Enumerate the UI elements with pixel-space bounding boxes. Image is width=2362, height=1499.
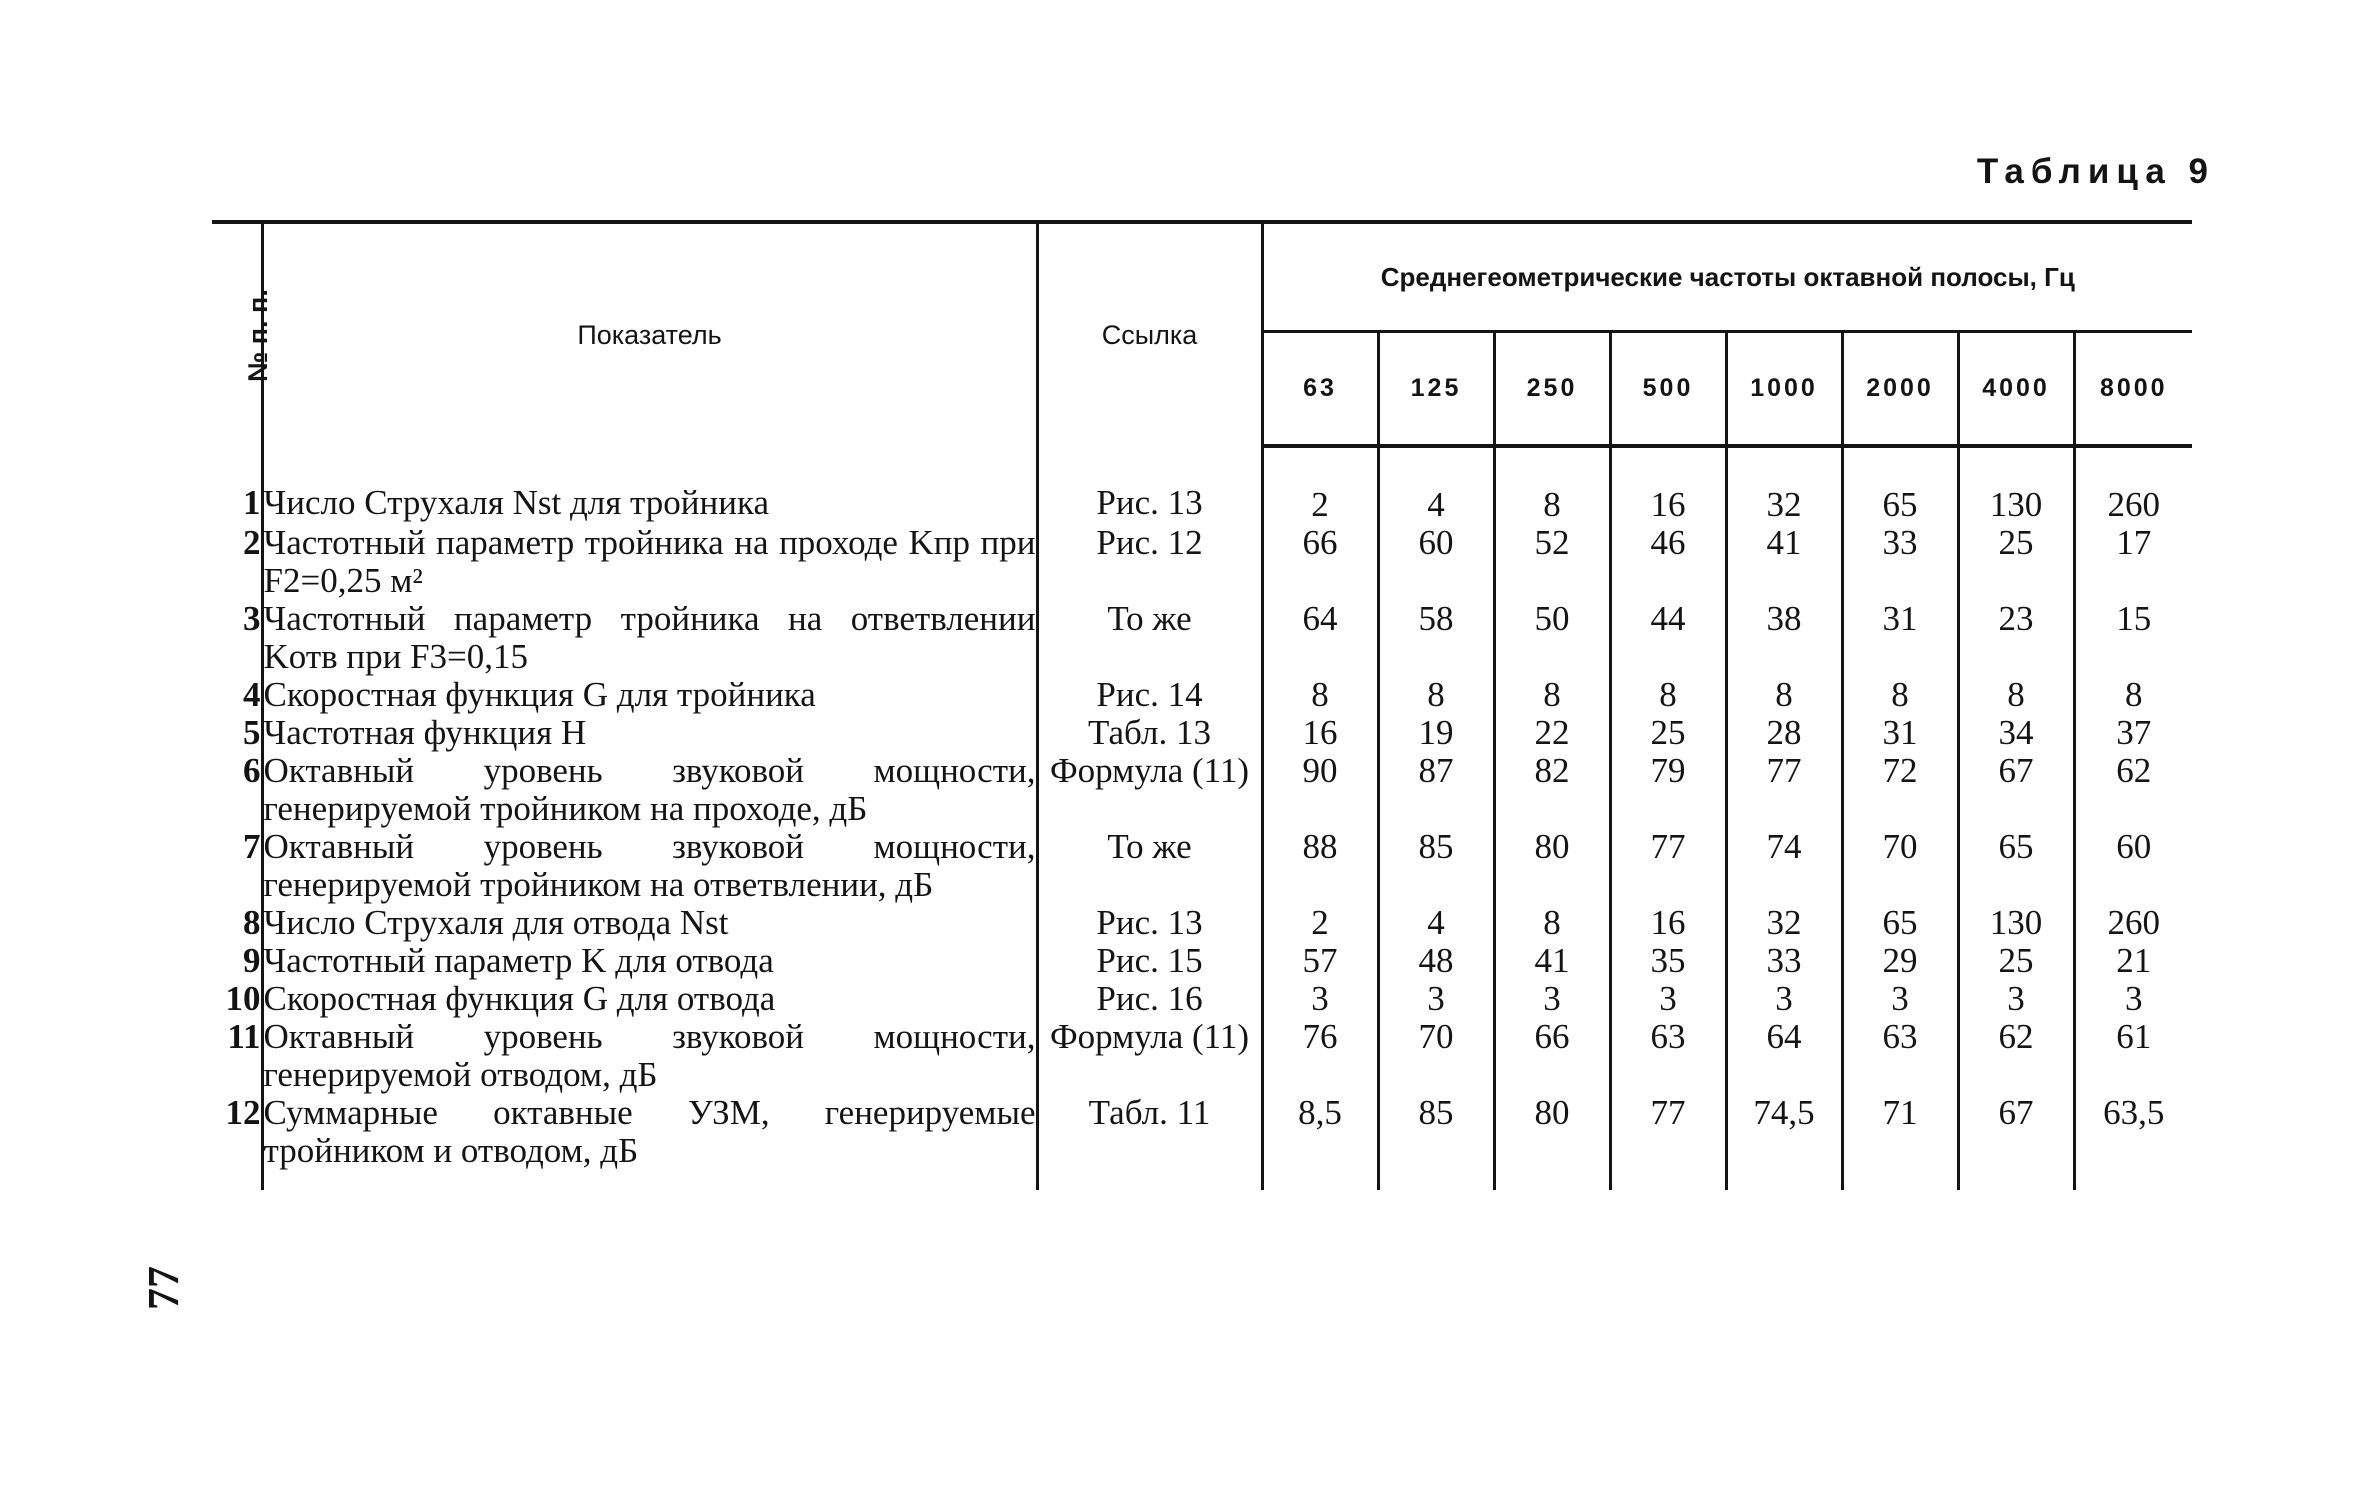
data-table (212, 220, 2192, 1190)
table-body (212, 446, 2192, 1190)
row-value: 130 (1958, 446, 2074, 524)
row-value: 3 (1311, 979, 1329, 1018)
row-reference: Формула (11) (1037, 752, 1262, 828)
row-value: 63 (1842, 1018, 1958, 1094)
row-value: 67 (1958, 1094, 2074, 1190)
row-value: 3 (1378, 980, 1494, 1018)
row-value: 77 (1610, 1094, 1726, 1190)
header-frequency-group: Среднегеометрические частоты октавной полосы, Гц (1262, 222, 2192, 332)
table-row (212, 980, 2192, 1018)
table-row (212, 1018, 2192, 1094)
row-number: 3 (212, 600, 262, 676)
row-value: 82 (1494, 752, 1610, 828)
table-row (212, 752, 2192, 828)
row-value: 33 (1726, 942, 1842, 980)
row-value: 62 (1958, 1018, 2074, 1094)
row-value: 25 (1610, 714, 1726, 752)
row-value: 41 (1494, 942, 1610, 980)
row-value: 70 (1842, 828, 1958, 904)
row-value: 8 (2074, 676, 2192, 714)
row-value: 44 (1610, 600, 1726, 676)
row-reference: Формула (11) (1037, 1018, 1262, 1094)
table-row (212, 524, 2192, 600)
header-num-label: № п. п. (242, 288, 273, 382)
row-value: 63,5 (2074, 1094, 2192, 1190)
row-value: 8 (1311, 675, 1329, 714)
row-reference: То же (1037, 600, 1262, 676)
row-number: 2 (212, 524, 262, 600)
row-number: 8 (212, 904, 262, 942)
header-frequency: 250 (1494, 332, 1610, 446)
row-value: 32 (1726, 904, 1842, 942)
row-reference: Рис. 12 (1037, 524, 1262, 600)
row-value: 85 (1378, 828, 1494, 904)
row-value: 76 (1302, 1017, 1338, 1056)
row-value: 65 (1958, 828, 2074, 904)
row-value: 77 (1726, 752, 1842, 828)
table-row (212, 942, 2192, 980)
row-value: 3 (1726, 980, 1842, 1018)
row-number: 11 (212, 1018, 262, 1094)
header-frequency: 125 (1378, 332, 1494, 446)
row-number: 12 (212, 1094, 262, 1190)
page-number: 77 (139, 1266, 188, 1310)
table-row (212, 828, 2192, 904)
row-value: 8,5 (1298, 1093, 1342, 1132)
row-value: 70 (1378, 1018, 1494, 1094)
row-number: 9 (212, 942, 262, 980)
row-number: 7 (212, 828, 262, 904)
header-frequency: 1000 (1726, 332, 1842, 446)
row-value: 50 (1494, 600, 1610, 676)
row-indicator: Октавный уровень звуковой мощности, генерируемой тройником на ответвлении, дБ (263, 827, 1036, 904)
row-value: 71 (1842, 1094, 1958, 1190)
row-value: 8 (1958, 676, 2074, 714)
row-value: 8 (1378, 676, 1494, 714)
row-value: 77 (1610, 828, 1726, 904)
row-value: 25 (1958, 942, 2074, 980)
row-value: 60 (2074, 828, 2192, 904)
row-value: 31 (1842, 600, 1958, 676)
row-value: 74 (1726, 828, 1842, 904)
row-value: 66 (1494, 1018, 1610, 1094)
row-value: 48 (1378, 942, 1494, 980)
row-value: 79 (1610, 752, 1726, 828)
row-value: 3 (1958, 980, 2074, 1018)
row-value: 3 (1494, 980, 1610, 1018)
row-indicator: Частотный параметр тройника на ответвлении Kотв при F3=0,15 (263, 599, 1036, 676)
row-value: 66 (1302, 523, 1338, 562)
row-value: 8 (1494, 676, 1610, 714)
row-value: 64 (1302, 599, 1338, 638)
row-value: 38 (1726, 600, 1842, 676)
row-indicator: Число Струхаля Nst для тройника (262, 446, 1037, 524)
row-value: 260 (2074, 904, 2192, 942)
row-value: 2 (1311, 903, 1329, 942)
row-value: 32 (1726, 446, 1842, 524)
table-row (212, 904, 2192, 942)
row-value: 87 (1378, 752, 1494, 828)
row-value: 23 (1958, 600, 2074, 676)
row-value: 65 (1842, 446, 1958, 524)
row-reference: Табл. 11 (1037, 1094, 1262, 1190)
row-reference: То же (1037, 828, 1262, 904)
row-value: 85 (1378, 1094, 1494, 1190)
row-reference: Рис. 15 (1037, 942, 1262, 980)
row-reference: Рис. 13 (1037, 446, 1262, 524)
row-value: 52 (1494, 524, 1610, 600)
row-value: 67 (1958, 752, 2074, 828)
row-value: 72 (1842, 752, 1958, 828)
row-number: 6 (212, 752, 262, 828)
row-value: 65 (1842, 904, 1958, 942)
row-value: 260 (2074, 446, 2192, 524)
table-row (212, 714, 2192, 752)
table-row (212, 446, 2192, 524)
row-value: 41 (1726, 524, 1842, 600)
row-value: 33 (1842, 524, 1958, 600)
row-indicator: Октавный уровень звуковой мощности, генерируемой тройником на проходе, дБ (263, 751, 1036, 828)
row-value: 31 (1842, 714, 1958, 752)
row-value: 28 (1726, 714, 1842, 752)
row-value: 80 (1494, 828, 1610, 904)
row-value: 8 (1610, 676, 1726, 714)
row-value: 3 (1842, 980, 1958, 1018)
row-value: 21 (2074, 942, 2192, 980)
row-value: 19 (1378, 714, 1494, 752)
row-value: 80 (1494, 1094, 1610, 1190)
row-value: 17 (2074, 524, 2192, 600)
row-number: 4 (212, 676, 262, 714)
row-value: 2 (1311, 485, 1329, 524)
row-value: 62 (2074, 752, 2192, 828)
row-value: 34 (1958, 714, 2074, 752)
row-indicator: Частотный параметр K для отвода (262, 942, 1037, 980)
row-reference: Табл. 13 (1037, 714, 1262, 752)
row-value: 3 (1610, 980, 1726, 1018)
row-value: 37 (2074, 714, 2192, 752)
header-frequency: 500 (1610, 332, 1726, 446)
row-value: 3 (2074, 980, 2192, 1018)
header-reference: Ссылка (1037, 222, 1262, 446)
row-value: 88 (1302, 827, 1338, 866)
row-number: 10 (212, 980, 262, 1018)
table-row (212, 1094, 2192, 1190)
row-reference: Рис. 16 (1037, 980, 1262, 1018)
row-number: 5 (212, 714, 262, 752)
row-value: 63 (1610, 1018, 1726, 1094)
table-caption: Таблица 9 (1976, 152, 2215, 191)
header-num (212, 222, 273, 446)
row-value: 4 (1378, 904, 1494, 942)
row-value: 35 (1610, 942, 1726, 980)
row-number: 1 (212, 446, 262, 524)
row-value: 60 (1378, 524, 1494, 600)
row-indicator: Частотная функция H (262, 714, 1037, 752)
row-value: 58 (1378, 600, 1494, 676)
row-value: 64 (1726, 1018, 1842, 1094)
row-value: 46 (1610, 524, 1726, 600)
header-frequency: 8000 (2074, 332, 2192, 446)
row-value: 15 (2074, 600, 2192, 676)
row-value: 8 (1842, 676, 1958, 714)
row-value: 4 (1378, 446, 1494, 524)
row-indicator: Суммарные октавные УЗМ, генерируемые тройником и отводом, дБ (262, 1094, 1037, 1190)
row-indicator: Скоростная функция G для тройника (262, 676, 1037, 714)
row-value: 74,5 (1726, 1094, 1842, 1190)
header-indicator: Показатель (262, 222, 1037, 446)
row-indicator: Скоростная функция G для отвода (262, 980, 1037, 1018)
row-reference: Рис. 14 (1037, 676, 1262, 714)
row-value: 8 (1494, 446, 1610, 524)
row-value: 16 (1610, 446, 1726, 524)
row-indicator: Число Струхаля для отвода Nst (262, 904, 1037, 942)
row-value: 57 (1302, 941, 1338, 980)
row-value: 8 (1494, 904, 1610, 942)
header-frequency: 63 (1262, 332, 1378, 446)
row-value: 25 (1958, 524, 2074, 600)
header-frequency: 4000 (1958, 332, 2074, 446)
row-indicator: Октавный уровень звуковой мощности, генерируемой отводом, дБ (263, 1017, 1036, 1094)
row-value: 16 (1302, 713, 1338, 752)
header-frequency: 2000 (1842, 332, 1958, 446)
row-reference: Рис. 13 (1037, 904, 1262, 942)
table-row (212, 676, 2192, 714)
row-value: 130 (1958, 904, 2074, 942)
row-value: 22 (1494, 714, 1610, 752)
row-value: 8 (1726, 676, 1842, 714)
table-row (212, 600, 2192, 676)
row-indicator: Частотный параметр тройника на проходе Kпр при F2=0,25 м² (263, 523, 1036, 600)
row-value: 16 (1610, 904, 1726, 942)
row-value: 61 (2074, 1018, 2192, 1094)
row-value: 90 (1302, 751, 1338, 790)
row-value: 29 (1842, 942, 1958, 980)
